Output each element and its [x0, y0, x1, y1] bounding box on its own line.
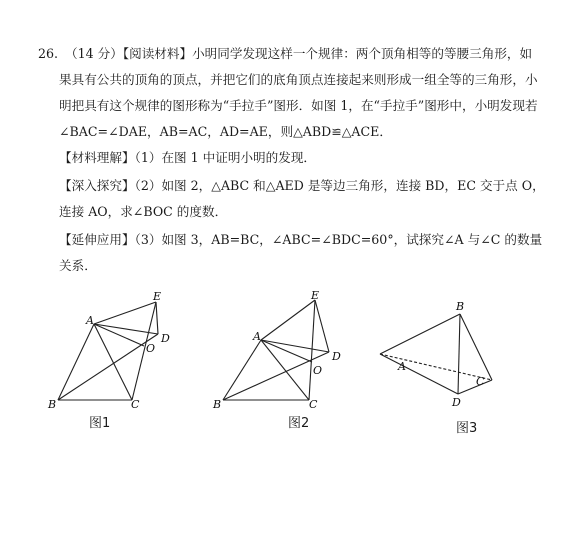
fig3-label-c: C: [476, 375, 485, 388]
part-2-text-cont: 连接 AO，求∠BOC 的度数．: [59, 204, 228, 219]
problem-line-4: ∠BAC=∠DAE，AB=AC，AD=AE，则△ABD≌△ACE．: [59, 124, 392, 139]
fig1-label-b: B: [48, 398, 57, 410]
figure-2-caption: 图2: [288, 416, 310, 431]
fig1-label-a: A: [86, 314, 94, 327]
fig2-label-e: E: [311, 290, 320, 302]
fig1-segment-ed: [156, 302, 158, 334]
fig2-segment-ac: [261, 340, 309, 400]
problem-number: 26.: [38, 46, 59, 61]
problem-line-3: 明把具有这个规律的图形称为“手拉手”图形．如图 1，在“手拉手”图形中，小明发现若: [59, 98, 538, 113]
fig1-segment-ae: [94, 302, 156, 324]
fig3-segment-dc: [458, 380, 492, 394]
figure-3: [372, 290, 512, 415]
fig3-segment-ab: [380, 314, 460, 354]
fig3-segment-bc: [460, 314, 492, 380]
problem-line-2: 果具有公共的顶角的顶点，并把它们的底角顶点连接起来则形成一组全等的三角形，小: [59, 72, 538, 87]
part-2-text: 【深入探究】（2）如图 2，△ABC 和△AED 是等边三角形，连接 BD，EC 交于点 O，: [59, 178, 545, 193]
figure-1-caption: 图1: [89, 416, 111, 431]
fig2-segment-ed: [315, 300, 329, 352]
fig1-label-o: O: [146, 342, 156, 355]
fig1-label-e: E: [153, 290, 162, 303]
problem-line-1: （14 分）【阅读材料】小明同学发现这样一个规律：两个顶角相等的等腰三角形，如: [65, 46, 533, 61]
part-3-text: 【延伸应用】（3）如图 3，AB=BC，∠ABC=∠BDC=60°，试探究∠A 与∠C 的数量: [59, 232, 543, 247]
fig1-segment-bd: [58, 334, 158, 400]
fig1-segment-ao: [94, 324, 144, 346]
fig2-label-a: A: [253, 330, 261, 343]
fig2-label-c: C: [309, 398, 318, 410]
fig3-segment-bd: [458, 314, 460, 394]
fig3-segment-ad: [380, 354, 458, 394]
fig2-segment-ad: [261, 340, 329, 352]
fig1-label-c: C: [131, 398, 140, 410]
figure-1: [40, 290, 190, 410]
part-3-text-cont: 关系．: [59, 258, 97, 273]
fig3-label-b: B: [456, 300, 465, 313]
fig2-segment-ce: [309, 300, 315, 400]
fig1-label-d: D: [161, 332, 170, 345]
fig3-label-d: D: [452, 396, 461, 409]
figure-3-caption: 图3: [456, 421, 478, 436]
fig2-segment-ao: [261, 340, 312, 362]
fig2-segment-ae: [261, 300, 315, 340]
fig2-label-b: B: [213, 398, 222, 410]
fig2-label-o: O: [313, 364, 323, 377]
part-1-text: 【材料理解】（1）在图 1 中证明小明的发现．: [59, 150, 317, 165]
fig2-label-d: D: [332, 350, 341, 363]
fig3-label-a: A: [398, 360, 406, 373]
figure-2: [205, 290, 355, 410]
fig1-segment-ac: [94, 324, 132, 400]
